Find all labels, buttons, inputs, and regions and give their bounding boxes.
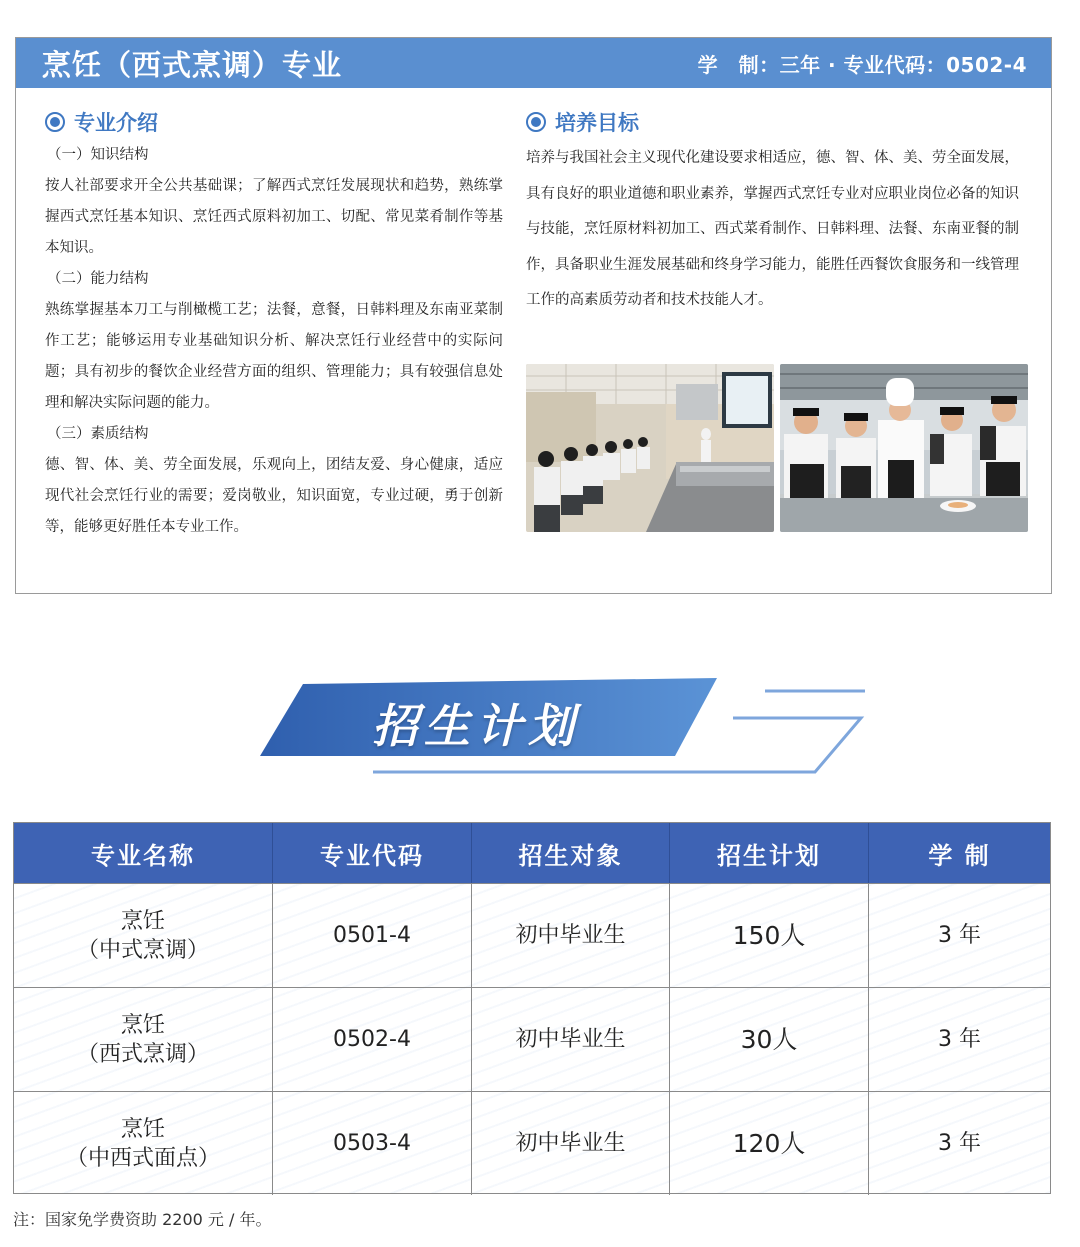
years-cell: 3 年 bbox=[938, 1027, 981, 1052]
enrollment-plan-title: 招生计划 bbox=[372, 699, 580, 753]
tuition-note: 注：国家免学费资助 2200 元 / 年。 bbox=[13, 1210, 272, 1229]
table-row bbox=[14, 1091, 1050, 1195]
goal-title: 培养目标 bbox=[555, 111, 639, 135]
quality-text: 德、智、体、美、劳全面发展，乐观向上，团结友爱、身心健康，适应现代社会烹饪行业的需要；爱岗敬业，知识面宽，专业过硬，勇于创新等，能够更好胜任本专业工作。 bbox=[45, 457, 503, 535]
plan-cell: 150人 bbox=[670, 884, 869, 987]
knowledge-heading: （一）知识结构 bbox=[47, 147, 149, 163]
major-code-cell: 0501-4 bbox=[273, 884, 472, 987]
goal-heading bbox=[526, 104, 1031, 140]
years-cell: 3 年 bbox=[938, 1131, 981, 1156]
ability-text: 熟练掌握基本刀工与削橄榄工艺；法餐，意餐，日韩料理及东南亚菜制作工艺；能够运用专业基础知识分析、解决烹饪行业经营中的实际问题；具有初步的餐饮企业经营方面的组织、管理能力；具有较强信息处理和解决实际问题的能力。 bbox=[45, 302, 503, 411]
major-name-cell bbox=[14, 884, 273, 987]
major-code-cell: 0502-4 bbox=[273, 988, 472, 1091]
target-ring-icon bbox=[45, 112, 65, 132]
major-info-card bbox=[15, 37, 1052, 594]
goal-text: 培养与我国社会主义现代化建设要求相适应，德、智、体、美、劳全面发展，具有良好的职业道德和职业素养，掌握西式烹饪专业对应职业岗位必备的知识与技能，烹饪原材料初加工、西式菜肴制作、日韩料理、法餐、东南亚餐的制作，具备职业生涯发展基础和终身学习能力，能胜任西餐饮食服务和一线管理工作的高素质劳动者和技术技能人才。 bbox=[526, 150, 1019, 308]
target-cell: 初中毕业生 bbox=[472, 884, 670, 987]
intro-title: 专业介绍 bbox=[74, 111, 158, 135]
header-years: 学 制 bbox=[928, 841, 991, 870]
major-name-line2: （西式烹调） bbox=[76, 1041, 209, 1067]
major-name-line2: （中西式面点） bbox=[65, 1145, 220, 1171]
classroom-photo bbox=[526, 364, 774, 532]
major-meta: 学 制：三年 · 专业代码：0502-4 bbox=[697, 52, 1027, 77]
years-cell: 3 年 bbox=[938, 923, 981, 948]
plan-cell: 30人 bbox=[670, 988, 869, 1091]
header-major-code: 专业代码 bbox=[273, 823, 472, 883]
major-name-cell bbox=[14, 1092, 273, 1195]
knowledge-text: 按人社部要求开全公共基础课；了解西式烹饪发展现状和趋势，熟练掌握西式烹饪基本知识、烹饪西式原料初加工、切配、常见菜肴制作等基本知识。 bbox=[45, 178, 503, 256]
major-name-line2: （中式烹调） bbox=[76, 937, 209, 963]
major-name-line1: 烹饪 bbox=[120, 1116, 165, 1142]
table-row bbox=[14, 883, 1050, 987]
cooking-students-photo bbox=[780, 364, 1028, 532]
intro-section bbox=[45, 104, 503, 543]
quality-heading: （三）素质结构 bbox=[47, 426, 149, 442]
header-target: 招生对象 bbox=[472, 823, 670, 883]
target-cell: 初中毕业生 bbox=[472, 1092, 670, 1195]
table-header bbox=[14, 823, 1050, 883]
target-ring-icon bbox=[526, 112, 546, 132]
plan-cell: 120人 bbox=[670, 1092, 869, 1195]
goal-section bbox=[526, 104, 1031, 319]
major-title: 烹饪（西式烹调）专业 bbox=[42, 47, 343, 82]
table-row bbox=[14, 987, 1050, 1091]
header-plan: 招生计划 bbox=[670, 823, 869, 883]
intro-heading bbox=[45, 104, 503, 140]
ability-heading: （二）能力结构 bbox=[47, 271, 149, 287]
header-major-name: 专业名称 bbox=[14, 823, 273, 883]
major-name-line1: 烹饪 bbox=[120, 1012, 165, 1038]
enrollment-table bbox=[13, 822, 1051, 1194]
major-name-cell bbox=[14, 988, 273, 1091]
target-cell: 初中毕业生 bbox=[472, 988, 670, 1091]
major-code-cell: 0503-4 bbox=[273, 1092, 472, 1195]
card-header bbox=[16, 38, 1051, 88]
major-name-line1: 烹饪 bbox=[120, 908, 165, 934]
